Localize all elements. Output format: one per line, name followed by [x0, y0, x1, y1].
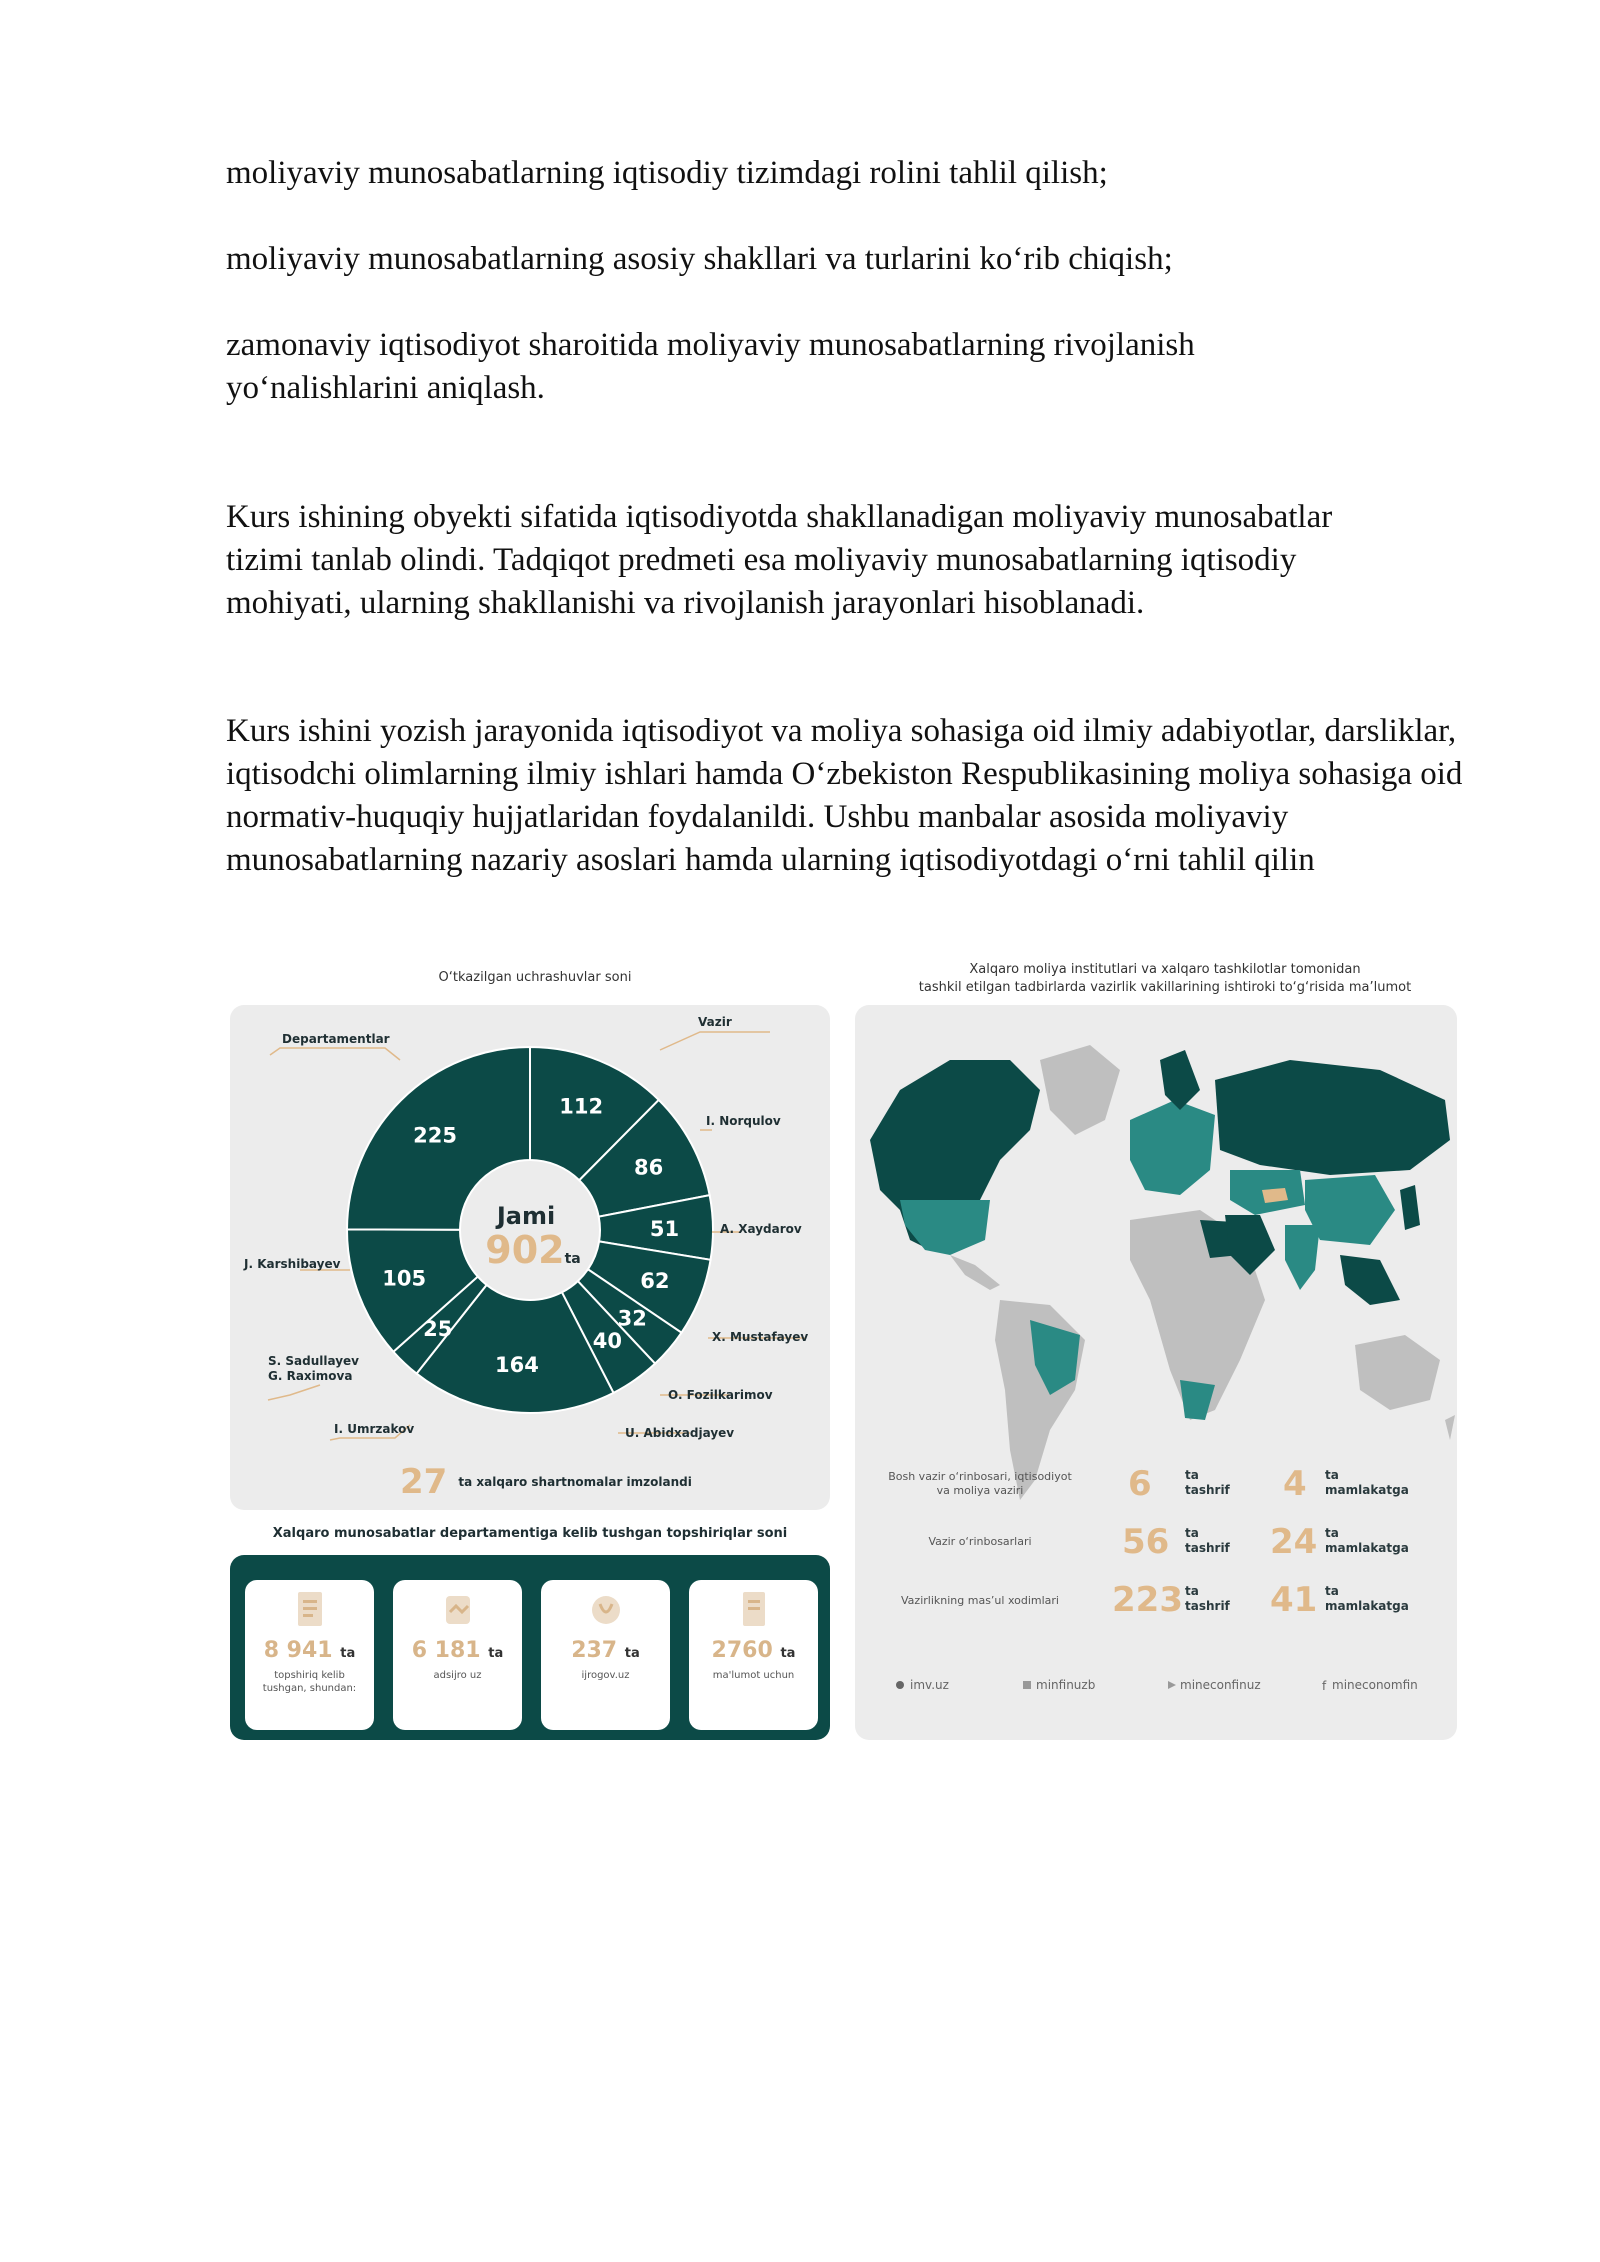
- donut-value-label-5: 40: [592, 1329, 622, 1354]
- web-icon: [896, 1681, 904, 1689]
- stat-countries-staff: 41: [1270, 1580, 1318, 1620]
- label-umrzakov: I. Umrzakov: [334, 1422, 415, 1436]
- stat-visits-deputy-ministers: 56: [1122, 1522, 1170, 1562]
- info-document-icon: [738, 1590, 770, 1630]
- task-desc: ma'lumot uchun: [712, 1670, 795, 1681]
- objective-item-1: moliyaviy munosabatlarning iqtisodiy tizimdagi rolini tahlil qilish;: [226, 155, 1108, 191]
- facebook-icon: f: [1322, 1679, 1327, 1693]
- social-twitter: mineconfinuz: [1180, 1678, 1261, 1692]
- agreements-row: [400, 1462, 692, 1502]
- research-object-paragraph: Kurs ishining obyekti sifatida iqtisodiyotda shakllanadigan moliyaviy munosabatlar tizimi tanlab olindi. Tadqiqot predmeti esa moliyaviy munosabatlarning iqtisodiy mohiyati, ularning shakllanishi va rivojlanish jarayonlari hisoblanadi.: [226, 499, 1333, 621]
- stat-countries-unit: ta mamlakatga: [1325, 1584, 1409, 1613]
- stat-countries-deputy-pm: 4: [1283, 1464, 1307, 1504]
- stat-label-staff: Vazirlikning mas’ul xodimlari: [901, 1594, 1059, 1607]
- donut-value-label-2: 51: [649, 1217, 680, 1242]
- task-desc: ijrogov.uz: [581, 1670, 630, 1681]
- donut-value-label-6: 164: [494, 1352, 539, 1377]
- social-telegram: minfinuzb: [1036, 1678, 1096, 1692]
- donut-value-label-1: 86: [633, 1155, 664, 1180]
- sources-paragraph: Kurs ishini yozish jarayonida iqtisodiyot va moliya sohasiga oid ilmiy adabiyotlar, darsliklar, iqtisodchi olimlarning ilmiy ishlari hamda O‘zbekiston Respublikasining moliya sohasiga oid normativ-huquqiy hujjatlaridan foydalanildi. Ushbu manbalar asosida moliyaviy munosabatlarning nazariy asoslari hamda ularning iqtisodiyotdagi o‘rni tahlil qilin: [226, 713, 1463, 878]
- social-web: imv.uz: [910, 1678, 949, 1692]
- task-desc: adsijro uz: [433, 1670, 482, 1681]
- task-value: 6 181 ta: [411, 1638, 504, 1663]
- total-unit: ta: [564, 1251, 581, 1267]
- task-value: 2760 ta: [711, 1638, 796, 1663]
- task-desc: topshiriq kelib tushgan, shundan:: [262, 1670, 357, 1694]
- donut-value-label-9: 225: [413, 1123, 457, 1148]
- donut-value-label-3: 62: [640, 1268, 670, 1293]
- label-departamentlar: Departamentlar: [282, 1032, 390, 1046]
- task-value: 237 ta: [571, 1638, 640, 1663]
- map-title-line-2: tashkil etilgan tadbirlarda vazirlik vakillarining ishtiroki to‘g‘risida ma’lumot: [918, 980, 1412, 995]
- tasks-title: Xalqaro munosabatlar departamentiga kelib tushgan topshiriqlar soni: [272, 1526, 788, 1541]
- agreements-value: 27: [400, 1462, 448, 1502]
- task-value: 8 941 ta: [263, 1638, 356, 1663]
- task-card-received: [245, 1580, 374, 1730]
- stat-countries-deputy-ministers: 24: [1270, 1522, 1318, 1562]
- label-karshibayev: J. Karshibayev: [244, 1257, 341, 1271]
- stat-countries-unit: ta mamlakatga: [1325, 1468, 1409, 1497]
- total-value: 902: [485, 1228, 565, 1272]
- stat-visits-unit: ta tashrif: [1185, 1526, 1230, 1555]
- stat-visits-staff: 223: [1112, 1580, 1183, 1620]
- donut-center-value: [478, 1228, 588, 1272]
- label-vazir: Vazir: [698, 1015, 732, 1029]
- donut-center-label: Jami: [496, 1202, 556, 1230]
- handshake-icon: [442, 1590, 474, 1630]
- telegram-icon: [1023, 1681, 1031, 1689]
- objective-item-3: zamonaviy iqtisodiyot sharoitida moliyaviy munosabatlarning rivojlanish yo‘nalishlarini aniqlash.: [226, 327, 1195, 406]
- stat-visits-deputy-pm: 6: [1128, 1464, 1152, 1504]
- label-abidxadjayev: U. Abidxadjayev: [625, 1426, 735, 1440]
- task-card-edsijro: [393, 1580, 522, 1730]
- donut-value-label-7: 25: [423, 1316, 453, 1341]
- stat-countries-unit: ta mamlakatga: [1325, 1526, 1409, 1555]
- map-title-line-1: Xalqaro moliya institutlari va xalqaro tashkilotlar tomonidan: [969, 962, 1361, 977]
- donut-value-label-4: 32: [617, 1306, 647, 1331]
- objective-item-2: moliyaviy munosabatlarning asosiy shakllari va turlarini ko‘rib chiqish;: [226, 241, 1173, 277]
- emblem-icon: [590, 1590, 622, 1630]
- stat-label-deputy-ministers: Vazir o‘rinbosarlari: [928, 1535, 1032, 1548]
- task-card-info: [689, 1580, 818, 1730]
- label-norqulov: I. Norqulov: [706, 1114, 781, 1128]
- label-sadullayev-raximova: S. Sadullayev G. Raximova: [268, 1354, 359, 1383]
- stat-visits-unit: ta tashrif: [1185, 1468, 1230, 1497]
- agreements-label: ta xalqaro shartnomalar imzolandi: [458, 1475, 692, 1489]
- stat-label-deputy-pm: Bosh vazir o‘rinbosari, iqtisodiyot va moliya vaziri: [888, 1470, 1072, 1497]
- donut-value-label-8: 105: [382, 1266, 427, 1291]
- donut-value-label-0: 112: [559, 1094, 604, 1119]
- donut-title: O‘tkazilgan uchrashuvlar soni: [438, 970, 632, 985]
- label-mustafayev: X. Mustafayev: [712, 1330, 809, 1344]
- label-fozilkarimov: O. Fozilkarimov: [668, 1388, 773, 1402]
- stat-visits-unit: ta tashrif: [1185, 1584, 1230, 1613]
- social-facebook: mineconomfin: [1332, 1678, 1418, 1692]
- task-card-ijrogov: [541, 1580, 670, 1730]
- label-xaydarov: A. Xaydarov: [720, 1222, 802, 1236]
- document-icon: [294, 1590, 326, 1630]
